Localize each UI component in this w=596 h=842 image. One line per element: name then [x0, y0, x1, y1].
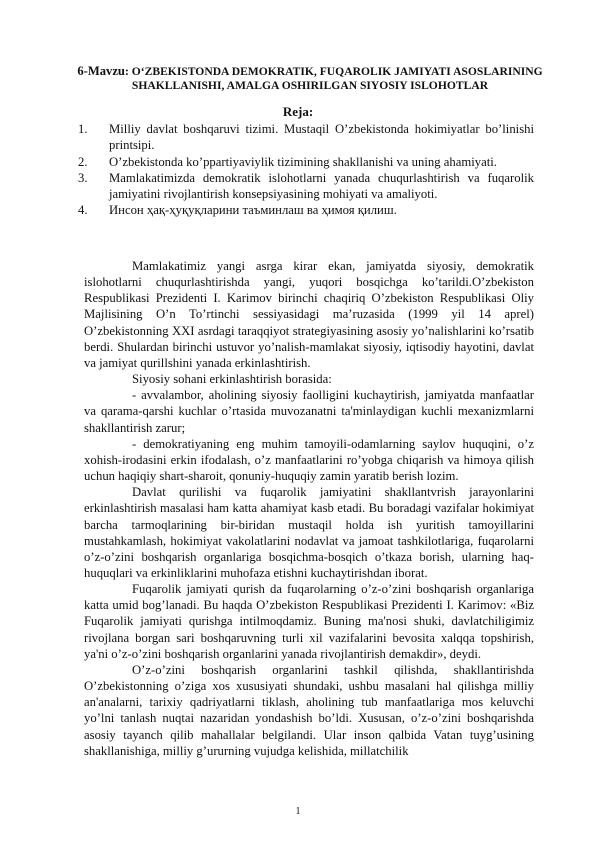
page-number: 1 [295, 806, 301, 817]
plan-item-number: 3. [78, 170, 88, 185]
body-text [84, 258, 534, 759]
plan-list [78, 121, 534, 219]
plan-item [78, 121, 534, 154]
plan-item-number: 2. [78, 154, 88, 169]
plan-item-number: 1. [78, 122, 88, 136]
title-lead: 6-Mavzu [77, 64, 125, 78]
plan-item [78, 202, 534, 218]
body-paragraph: - avvalambor, aholining siyosiy faolligini kuchaytirish, jamiyatda manfaatlar va qarama-qarshi kuchlar o’rtasida muvozanatni ta'minlaydigan kuchli mexanizmlarni shakllantirish zarur; [84, 388, 534, 435]
body-paragraph: - demokratiyaning eng muhim tamoyili-odamlarning saylov huquqini, o’z xohish-irodasini erkin ifodalash, o’z manfaatlarini ro’yobga chiqarish va himoya qilish uchun haqiqiy shart-sharoit, qonuniy-huquqiy zamin yaratib berish lozim. [84, 436, 534, 484]
title-separator: : [124, 65, 132, 78]
plan-item [78, 170, 534, 203]
plan-item-text: Milliy davlat boshqaruvi tizimi. Mustaqil O’zbekistonda hokimiyatlar bo’linishi printsipi. [109, 122, 534, 153]
body-paragraph: Siyosiy sohani erkinlashtirish borasida: [132, 372, 332, 387]
document-title [60, 64, 560, 93]
title-text: O‘ZBEKISTONDA DEMOKRATIK, FUQAROLIK JAMIYATI ASOSLARINING SHAKLLANISHI, AMALGA OSHIRILGAN SIYOSIY ISLOHOTLAR [131, 65, 543, 92]
body-paragraph: Mamlakatimiz yangi asrga kirar ekan, jamiyatda siyosiy, demokratik islohotlarni chuqurlashtirishda yangi, yuqori bosqichga ko’tarildi.O’zbekiston Respublikasi Prezidenti I. Karimov birinchi chaqiriq O’zbekiston Respublikasi Oliy Majlisining O’n To’rtinchi sessiyasidagi ma’ruzasida (1999 yil 14 aprel) O’zbekistonning XXI asrdagi taraqqiyot strategiyasining asosiy yo’nalishlarini ko’rsatib berdi. Shulardan birinchi ustuvor yo’nalish-mamlakat siyosiy, iqtisodiy hayotini, davlat va jamiyat qurillshini yanada erkinlashtirish. [84, 259, 534, 370]
plan-item-text: Инсон ҳақ-ҳуқуқларини таъминлаш ва ҳимоя қилиш. [109, 203, 397, 218]
body-paragraph: Davlat qurilishi va fuqarolik jamiyatini shakllantvrish jarayonlarini erkinlashtirish masalasi ham katta ahamiyat kasb etadi. Bu boradagi vazifalar hokimiyat barcha tarmoqlarining bir-biridan mustaqil holda ish yuritish tamoyillarini mustahkamlash, hokimiyat vakolatlarini nodavlat va jamoat tashkilotlariga, fuqarolarni o’z-o’zini boshqarish organlariga bosqichma-bosqich o’tkaza borish, ularning haq-huquqlari va erkinliklarini muhofaza etishni kuchaytirishdan iborat. [84, 485, 534, 580]
plan-item-text: O’zbekistonda ko’ppartiyaviylik tizimining shakllanishi va uning ahamiyati. [109, 154, 497, 169]
body-paragraph: Fuqarolik jamiyati qurish da fuqarolarning o’z-o’zini boshqarish organlariga katta umid bog’lanadi. Bu haqda O’zbekiston Respublikasi Prezidenti I. Karimov: «Biz Fuqarolik jamiyati qurishga intilmoqdamiz. Buning ma'nosi shuki, davlatchiligimiz rivojlana borgan sari boshqaruvning turli xil vazifalarini bevosita xalqqa topshirish, ya'ni o’z-o’zini boshqarish organlarini yanada rivojlantirish demakdir», deydi. [84, 582, 534, 661]
plan-heading: Reja: [282, 104, 314, 119]
plan-item-number: 4. [78, 203, 88, 218]
plan-item [78, 154, 534, 170]
plan-item-text: Mamlakatimizda demokratik islohotlarni yanada chuqurlashtirish va fuqarolik jamiyatini rivojlantirish konsepsiyasining mohiyati va amaliyoti. [109, 170, 534, 202]
body-paragraph: O’z-o’zini boshqarish organlarini tashkil qilishda, shakllantirishda O’zbekistonning o’ziga xos xususiyati shundaki, ushbu masalani hal qilishga milliy an'analarni, tarixiy qadriyatlarni tiklash, aholining tub manfaatlariga mos keluvchi yo’lni tanlash nuqtai nazaridan yondashish bo’ldi. Xususan, o’z-o’zini boshqarishda asosiy tayanch qilib mahallalar belgilandi. Ular inson qalbida Vatan tuyg’usining shakllanishiga, milliy g’ururning vujudga kelishida, millatchilik [84, 662, 534, 758]
